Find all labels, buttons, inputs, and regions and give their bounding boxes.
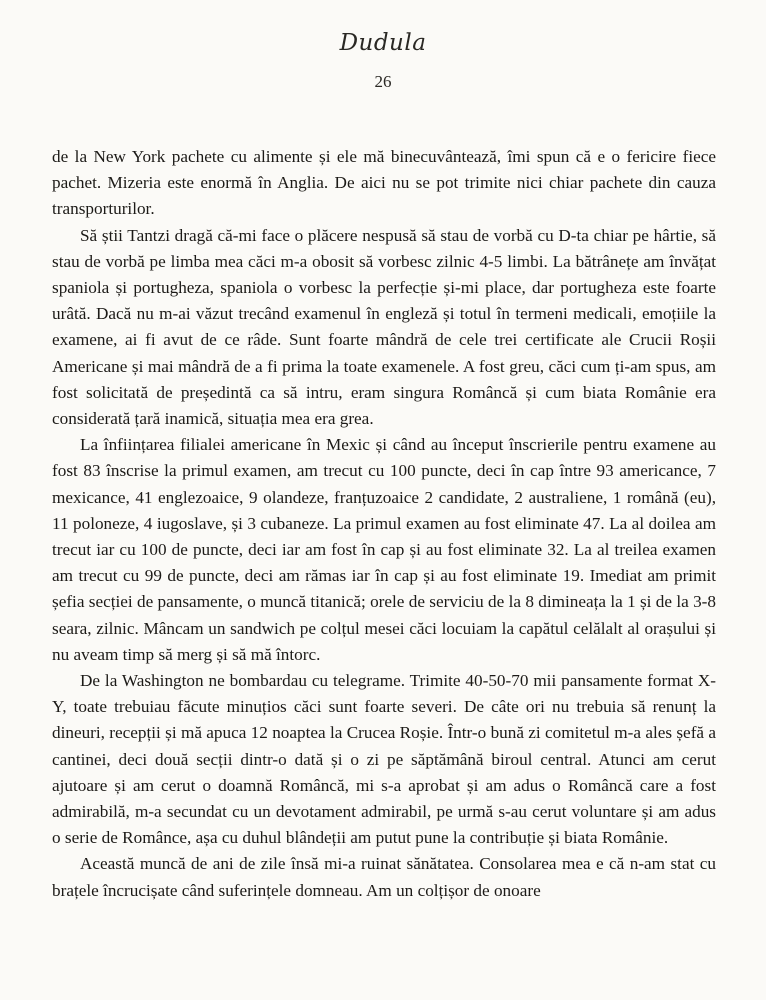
paragraph: Această muncă de ani de zile însă mi-a ruinat sănătatea. Consolarea mea e că n-am stat cu brațele încrucișate când suferințele domneau. Am un colțișor de onoare (52, 854, 716, 900)
paragraph: Să știi Tantzi dragă că-mi face o plăcere nespusă să stau de vorbă cu D-ta chiar pe hârtie, să stau de vorbă pe limba mea căci m-a obosit să vorbesc zilnic 4-5 limbi. La bătrânețe am învățat spaniola și portugheza, spaniola o vorbesc la perfecție și-mi place, dar portugheza este foarte urâtă. Dacă nu m-ai văzut trecând examenul în engleză și totul în termeni medicali, emoțiile la examene, ai fi avut de ce râde. Sunt foarte mândră de cele trei certificate ale Crucii Roșii Americane și mai mândră de a fi prima la toate examenele. A fost greu, căci cum ți-am spus, am fost solicitată de președintă ca să intru, eram singura Româncă și cum biata Românie era considerată țară inamică, situația mea era grea. (52, 225, 716, 429)
paragraph: La înființarea filialei americane în Mexic și când au început înscrierile pentru examene au fost 83 înscrise la primul examen, am trecut cu 100 puncte, deci în cap între 93 americance, 7 mexicance, 41 englezoaice, 9 olandeze, franțuzoaice 2 candidate, 2 australiene, 1 română (eu), 11 poloneze, 4 iugoslave, și 3 cubaneze. La primul examen au fost eliminate 47. La al doilea am trecut iar cu 100 de puncte, deci iar am fost în cap și au fost eliminate 32. La al treilea examen am trecut cu 99 de puncte, deci am rămas iar în cap și au fost eliminate 19. Imediat am primit șefia secției de pansamente, o muncă titanică; orele de serviciu de la 8 dimineața la 1 și de la 3-8 seara, zilnic. Mâncam un sandwich pe colțul mesei căci locuiam la capătul celălalt al orașului și nu aveam timp să merg și să mă întorc. (52, 435, 716, 664)
running-header-title: Dudula (339, 30, 427, 56)
paragraph-continued: de la New York pachete cu alimente și ele mă binecuvântează, îmi spun că e o fericire fiece pachet. Mizeria este enormă în Anglia. De aici nu se pot trimite nici chiar pachete din cauza transporturilor. (52, 147, 716, 219)
body-text (52, 144, 716, 904)
paragraph: De la Washington ne bombardau cu telegrame. Trimite 40-50-70 mii pansamente format X-Y, toate trebuiau făcute minuțios căci sunt foarte severi. De câte ori nu trebuia să renunț la dineuri, recepții și mă apuca 12 noaptea la Crucea Roșie. Într-o bună zi comitetul m-a ales șefă a cantinei, deci două secții dintr-o dată și o zi pe săptămână biroul central. Atunci am cerut ajutoare și am cerut o doamnă Româncă, mi s-a aprobat și am adus o Româncă care a fost admirabilă, m-a secundat cu un devotament admirabil, pe urmă s-au cerut voluntare și am adus o serie de Românce, așa cu duhul blândeții am putut pune la contribuție și biata Românie. (52, 671, 716, 848)
page-number: 26 (374, 72, 392, 91)
